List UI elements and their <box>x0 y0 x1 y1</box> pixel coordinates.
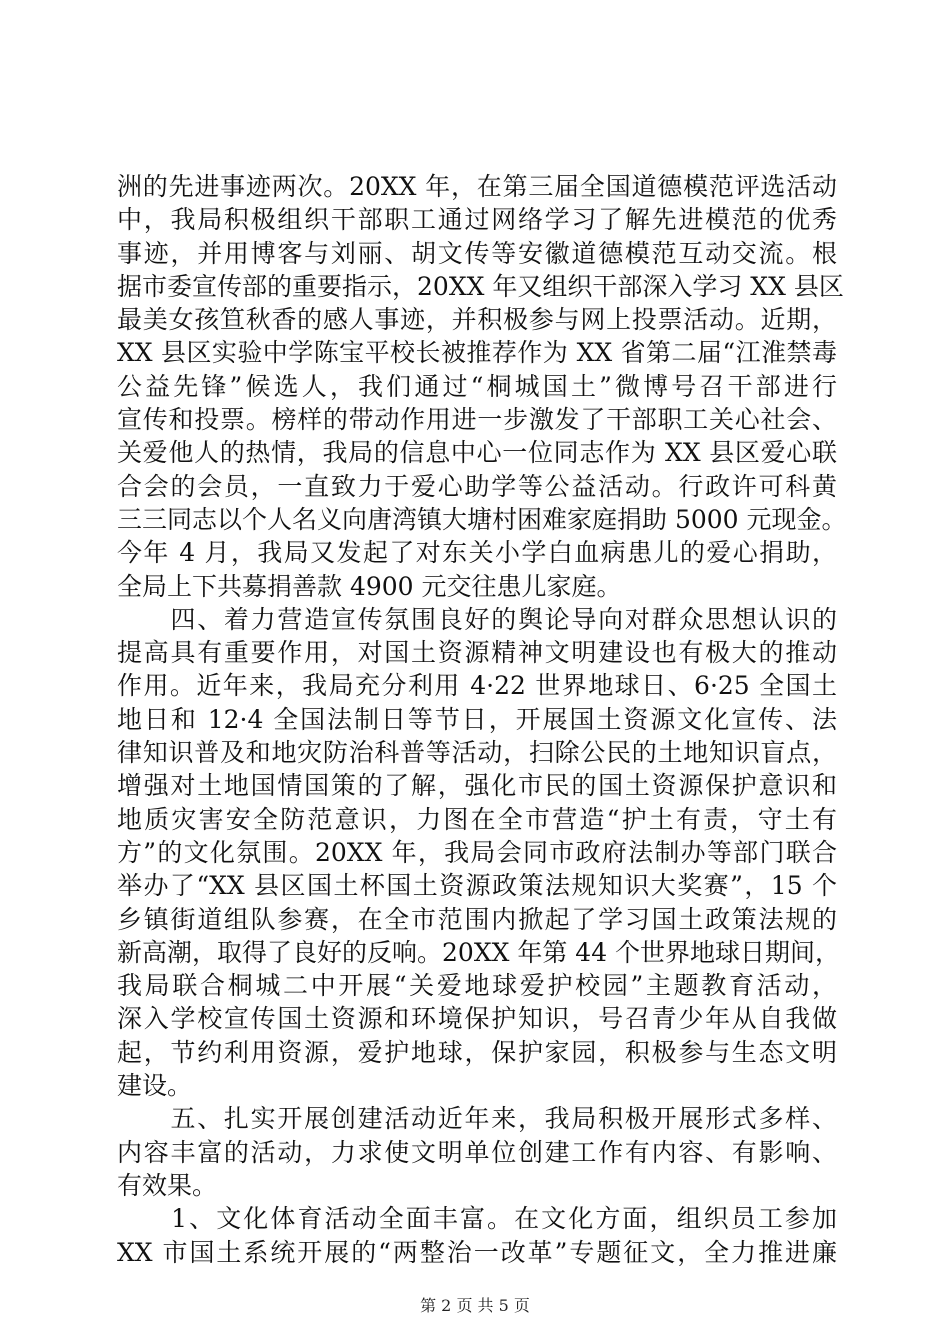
text-line: 地质灾害安全防范意识，力图在全市营造“护土有责，守土有 <box>117 804 837 834</box>
text-line: 洲的先进事迹两次。20XX 年，在第三届全国道德模范评选活动 <box>117 172 837 201</box>
text-line: 举办了“XX 县区国土杯国土资源政策法规知识大奖赛”，15 个 <box>117 871 837 901</box>
text-line: 建设。 <box>117 1071 193 1101</box>
text-line: XX 市国土系统开展的“两整治一改革”专题征文，全力推进廉 <box>117 1237 837 1267</box>
text-line: 公益先锋”候选人，我们通过“桐城国土”微博号召干部进行 <box>117 371 837 401</box>
text-line: 1、文化体育活动全面丰富。在文化方面，组织员工参加 <box>117 1204 837 1234</box>
text-line: 全局上下共募捐善款 4900 元交往患儿家庭。 <box>117 571 622 601</box>
text-line: 作用。近年来，我局充分利用 4·22 世界地球日、6·25 全国土 <box>117 671 837 701</box>
text-line: 四、着力营造宣传氛围良好的舆论导向对群众思想认识的 <box>117 604 837 634</box>
text-line: 增强对土地国情国策的了解，强化市民的国土资源保护意识和 <box>117 771 837 801</box>
text-line: 提高具有重要作用，对国土资源精神文明建设也有极大的推动 <box>117 638 837 668</box>
text-line: 宣传和投票。榜样的带动作用进一步激发了干部职工关心社会、 <box>117 405 837 435</box>
text-line: 三三同志以个人名义向唐湾镇大塘村困难家庭捐助 5000 元现金。 <box>117 504 847 534</box>
text-line: 新高潮，取得了良好的反响。20XX 年第 44 个世界地球日期间， <box>117 937 841 967</box>
text-line: 有效果。 <box>117 1170 218 1200</box>
text-line: 合会的会员，一直致力于爱心助学等公益活动。行政许可科黄 <box>117 471 837 501</box>
text-line: 深入学校宣传国土资源和环境保护知识，号召青少年从自我做 <box>117 1004 837 1034</box>
text-line: 起，节约利用资源，爱护地球，保护家园，积极参与生态文明 <box>117 1037 837 1067</box>
body-text <box>117 170 847 1269</box>
text-line: 今年 4 月，我局又发起了对东关小学白血病患儿的爱心捐助， <box>117 538 837 568</box>
text-line: 据市委宣传部的重要指示，20XX 年又组织干部深入学习 XX 县区 <box>117 271 844 301</box>
text-line: 我局联合桐城二中开展“关爱地球爱护校园”主题教育活动， <box>117 971 837 1001</box>
page-footer: 第 2 页 共 5 页 <box>420 1296 530 1315</box>
text-line: 地日和 12·4 全国法制日等节日，开展国土资源文化宣传、法 <box>117 704 837 734</box>
text-line: 内容丰富的活动，力求使文明单位创建工作有内容、有影响、 <box>117 1137 837 1167</box>
text-line: 律知识普及和地灾防治科普等活动，扫除公民的土地知识盲点， <box>117 738 837 768</box>
text-line: 关爱他人的热情，我局的信息中心一位同志作为 XX 县区爱心联 <box>117 438 837 468</box>
text-line: 五、扎实开展创建活动近年来，我局积极开展形式多样、 <box>117 1104 837 1134</box>
text-line: 方”的文化氛围。20XX 年，我局会同市政府法制办等部门联合 <box>117 837 837 867</box>
text-line: XX 县区实验中学陈宝平校长被推荐作为 XX 省第二届“江淮禁毒 <box>117 338 837 368</box>
text-line: 最美女孩笪秋香的感人事迹，并积极参与网上投票活动。近期， <box>117 305 837 335</box>
text-line: 事迹，并用博客与刘丽、胡文传等安徽道德模范互动交流。根 <box>117 238 837 268</box>
text-line: 乡镇街道组队参赛，在全市范围内掀起了学习国土政策法规的 <box>117 904 837 934</box>
text-line: 中，我局积极组织干部职工通过网络学习了解先进模范的优秀 <box>117 205 837 235</box>
